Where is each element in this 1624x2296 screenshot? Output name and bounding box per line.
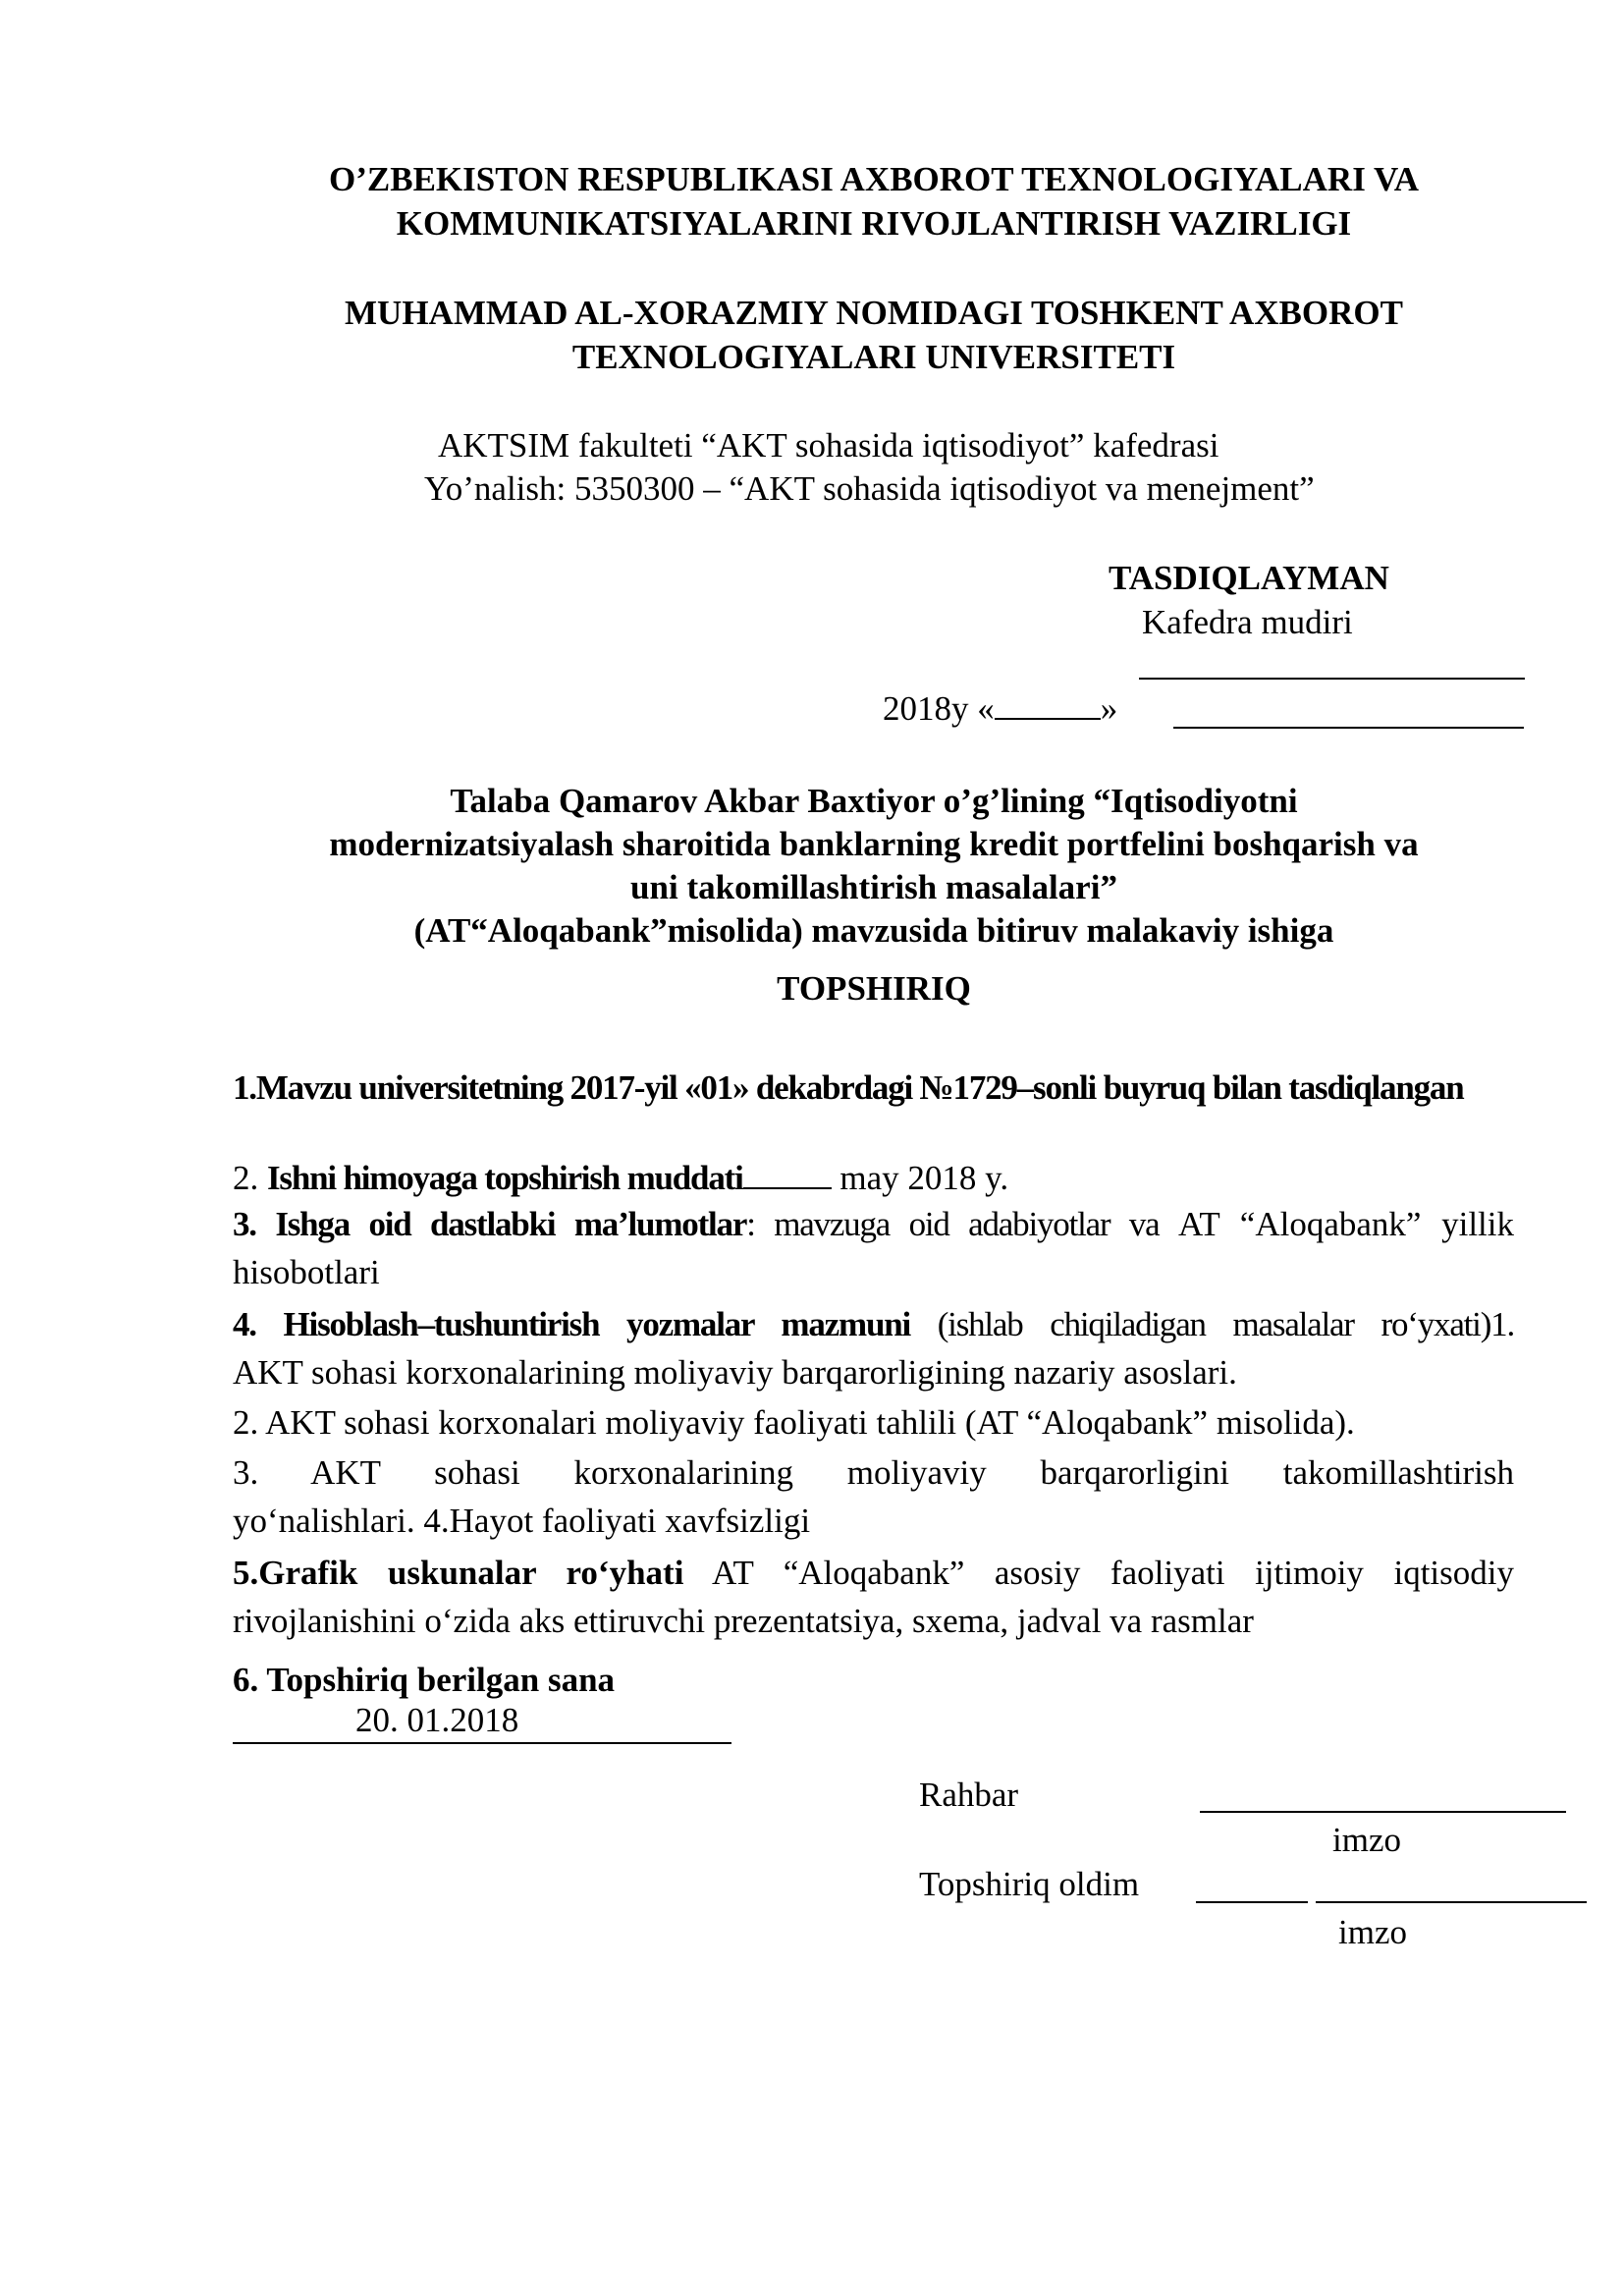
day-blank-line [995, 717, 1101, 720]
topic-line-4: (AT“Aloqabank”misolida) mavzusida bitiruv malakaviy ishiga [413, 911, 1334, 950]
university-line-1: MUHAMMAD AL-XORAZMIY NOMIDAGI TOSHKENT AXBOROT [345, 294, 1403, 332]
received-signature-line [1316, 1901, 1587, 1903]
item-2-blank-line [743, 1186, 832, 1189]
approval-date [883, 687, 1117, 731]
item-3 [233, 1200, 1514, 1296]
topic-line-3: uni takomillashtirish masalalari” [630, 868, 1117, 906]
item-5-text: AT “Aloqabank” asosiy faoliyati ijtimoiy iqtisodiy rivojlanishini o‘zida aks ettiruvchi prezentatsiya, sxema, jadval va rasmlar [233, 1554, 1514, 1640]
topshiriq-heading: TOPSHIRIQ [777, 969, 971, 1008]
item-4-label: 4. Hisoblash–tushuntirish yozmalar mazmuni [233, 1305, 911, 1343]
university-line-2: TEXNOLOGIYALARI UNIVERSITETI [571, 338, 1176, 376]
item-4-line-1 [233, 1300, 1514, 1348]
topic-line-2: modernizatsiyalash sharoitida banklarning kredit portfelini boshqarish va [329, 825, 1419, 863]
item-4-line-3: 2. AKT sohasi korxonalari moliyaviy faoliyati tahlili (AT “Aloqabank” misolida). [233, 1403, 1355, 1442]
item-5-label: 5.Grafik uskunalar ro‘yhati [233, 1554, 684, 1592]
item-2-prefix: 2. [233, 1159, 259, 1197]
item-1: 1.Mavzu universitetning 2017-yil «01» dekabrdagi №1729–sonli buyruq bilan tasdiqlangan [233, 1068, 1464, 1107]
item-6-label: 6. Topshiriq berilgan sana [233, 1661, 616, 1699]
item-3-label: 3. Ishga oid dastlabki ma’lumotlar [233, 1205, 747, 1243]
item-4-paren: (ishlab chiqiladigan masalalar ro‘yxati)1. [910, 1305, 1515, 1343]
faculty-line: AKTSIM fakulteti “AKT sohasida iqtisodiyot” kafedrasi [438, 426, 1219, 465]
received-label: Topshiriq oldim [919, 1865, 1140, 1903]
item-6-date-line [233, 1699, 731, 1744]
approval-role: Kafedra mudiri [1142, 603, 1353, 641]
item-6-date: 20. 01.2018 [355, 1701, 519, 1739]
supervisor-label: Rahbar [919, 1776, 1019, 1814]
approval-signature-line [1139, 678, 1525, 680]
item-4-line-2: AKT sohasi korxonalarining moliyaviy barqarorligining nazariy asoslari. [233, 1353, 1237, 1392]
ministry-line-2: KOMMUNIKATSIYALARINI RIVOJLANTIRISH VAZIRLIGI [396, 204, 1352, 243]
approval-date-prefix: 2018y « [883, 689, 995, 728]
direction-line: Yo’nalish: 5350300 – “AKT sohasida iqtisodiyot va menejment” [424, 469, 1315, 508]
item-3-text-b: AT “Aloqabank” yillik hisobotlari [233, 1205, 1514, 1291]
approval-title: TASDIQLAYMAN [1109, 559, 1389, 597]
item-2-rest: may 2018 y. [831, 1159, 1009, 1197]
topic-line-1: Talaba Qamarov Akbar Baxtiyor o’g’lining “Iqtisodiyotni [450, 782, 1298, 820]
supervisor-signature-line [1200, 1811, 1566, 1813]
ministry-line-1: O’ZBEKISTON RESPUBLIKASI AXBOROT TEXNOLOGIYALARI VA [329, 160, 1419, 198]
approval-month-line [1173, 727, 1524, 729]
item-2-label: Ishni himoyaga topshirish muddati [267, 1159, 743, 1197]
supervisor-caption: imzo [1332, 1821, 1401, 1859]
ministry-heading [177, 157, 1571, 246]
item-5 [233, 1549, 1514, 1645]
item-4-line-4: 3. AKT sohasi korxonalarining moliyaviy barqarorligini takomillashtirish [233, 1453, 1514, 1492]
item-3-text-a: : mavzuga oid adabiyotlar va [746, 1205, 1178, 1243]
university-heading [177, 291, 1571, 379]
approval-date-suffix: » [1100, 689, 1118, 728]
received-date-line [1196, 1901, 1308, 1903]
item-2 [233, 1154, 1514, 1202]
topic-title [196, 780, 1551, 953]
received-caption: imzo [1338, 1913, 1407, 1951]
item-4-line-5: yo‘nalishlari. 4.Hayot faoliyati xavfsizligi [233, 1502, 811, 1540]
